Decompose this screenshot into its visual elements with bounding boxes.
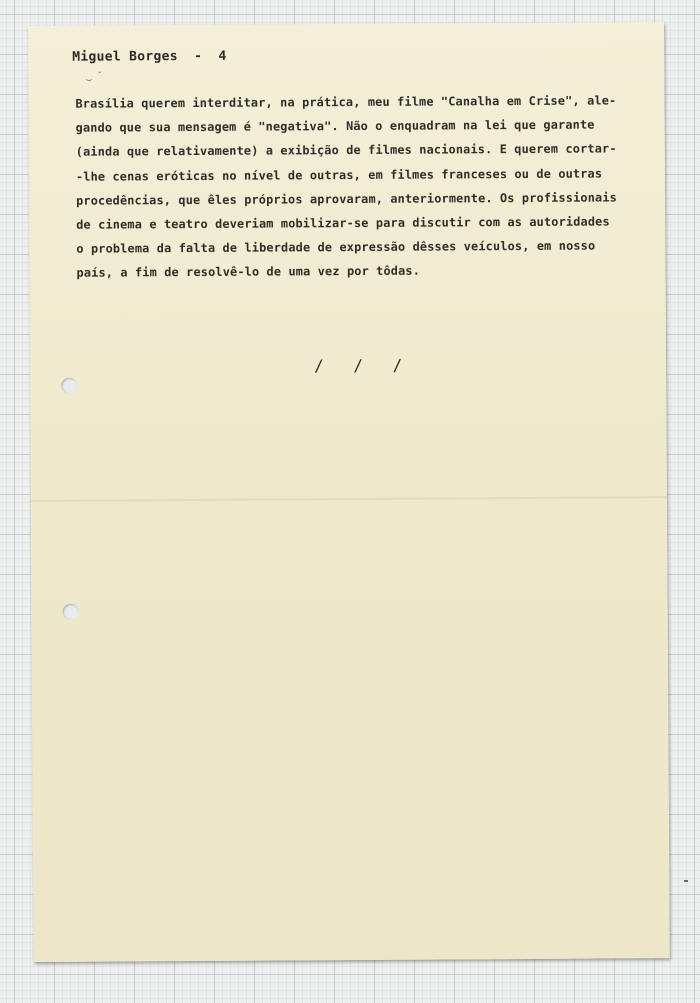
grid-mark [684,880,688,882]
ink-smudge: ‿ ˘ [86,71,103,82]
text-line: gando que sua mensagem é "negativa". Não o enquadram na lei que garante [75,117,595,135]
page-header: Miguel Borges - 4 [72,48,227,65]
text-line: de cinema e teatro deveriam mobilizar-se para discutir com as autoridades [76,214,610,232]
text-line: procedências, que êles próprios aprovaram, anteriormente. Os profissionais [76,190,617,208]
text-line: país, a fim de resolvê-lo de uma vez por tôdas. [76,264,421,281]
text-line: Brasília querem interditar, na prática, meu filme "Canalha em Crise", ale- [75,93,617,111]
text-line: -lhe cenas eróticas no nível de outras, em filmes franceses ou de outras [75,166,603,184]
punch-hole-bottom [63,604,79,620]
punch-hole-top [61,378,77,394]
text-line: o problema da falta de liberdade de expressão dêsses veículos, em nosso [76,238,596,256]
document-sheet [28,22,670,962]
text-line: (ainda que relativamente) a exibição de filmes nacionais. E querem cortar- [75,141,617,160]
paper-fold [31,496,667,502]
end-mark: / / / [314,355,413,376]
body-text [75,88,636,285]
